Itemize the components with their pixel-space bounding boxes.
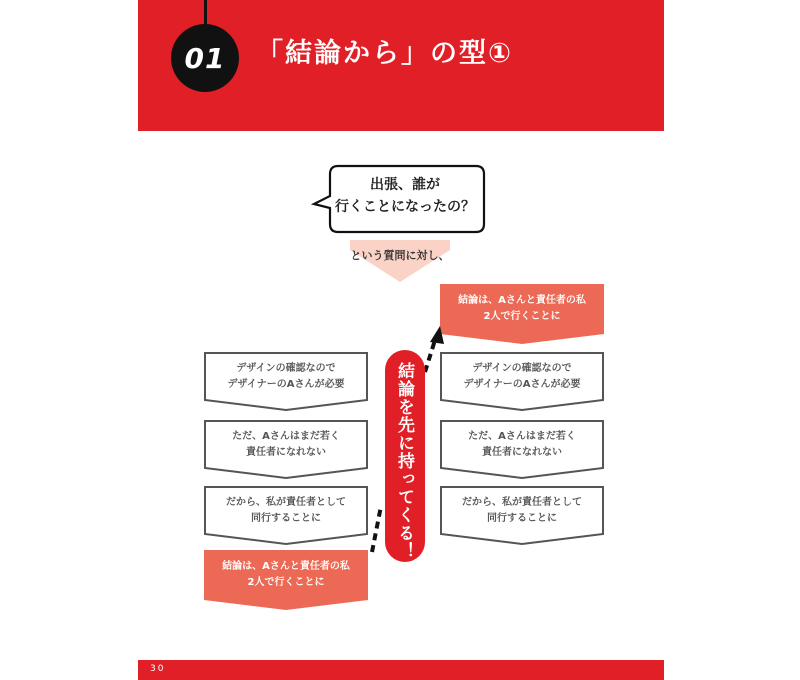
lower-dashed-arrow <box>372 506 381 552</box>
left-box-2-line-1: ただ、Aさんはまだ若く <box>232 431 340 442</box>
right-box-3-line-2: 同行することに <box>487 513 557 524</box>
left-box-3-line-1: だから、私が責任者として <box>226 497 346 508</box>
left-box-1-line-1: デザインの確認なので <box>236 363 336 374</box>
left-conclusion-line-2: 2人で行くことに <box>247 577 325 588</box>
center-label-text: 結論を先に持ってくる！ <box>394 362 414 560</box>
bubble-line-1: 出張、誰が <box>370 177 440 193</box>
footer-band <box>138 660 664 680</box>
right-conclusion-line-1: 結論は、Aさんと責任者の私 <box>458 295 586 306</box>
right-conclusion-line-2: 2人で行くことに <box>483 311 561 322</box>
right-box-2-line-1: ただ、Aさんはまだ若く <box>468 431 576 442</box>
right-box-2-line-2: 責任者になれない <box>482 447 562 458</box>
page-number: 30 <box>150 664 166 674</box>
section-number: 01 <box>184 41 226 75</box>
left-box-1-line-2: デザイナーのAさんが必要 <box>227 379 345 390</box>
right-box-1-line-1: デザインの確認なので <box>472 363 572 374</box>
caption-text: という質問に対し、 <box>350 249 450 262</box>
left-box-2-line-2: 責任者になれない <box>246 447 326 458</box>
bubble-line-2: 行くことになったの？ <box>335 199 475 215</box>
page-title: 「結論から」の型① <box>256 38 513 69</box>
left-conclusion-line-1: 結論は、Aさんと責任者の私 <box>222 561 350 572</box>
upper-dashed-arrow-icon <box>425 326 444 372</box>
left-box-3-line-2: 同行することに <box>251 513 321 524</box>
right-box-1-line-2: デザイナーのAさんが必要 <box>463 379 581 390</box>
right-box-3-line-1: だから、私が責任者として <box>462 497 582 508</box>
